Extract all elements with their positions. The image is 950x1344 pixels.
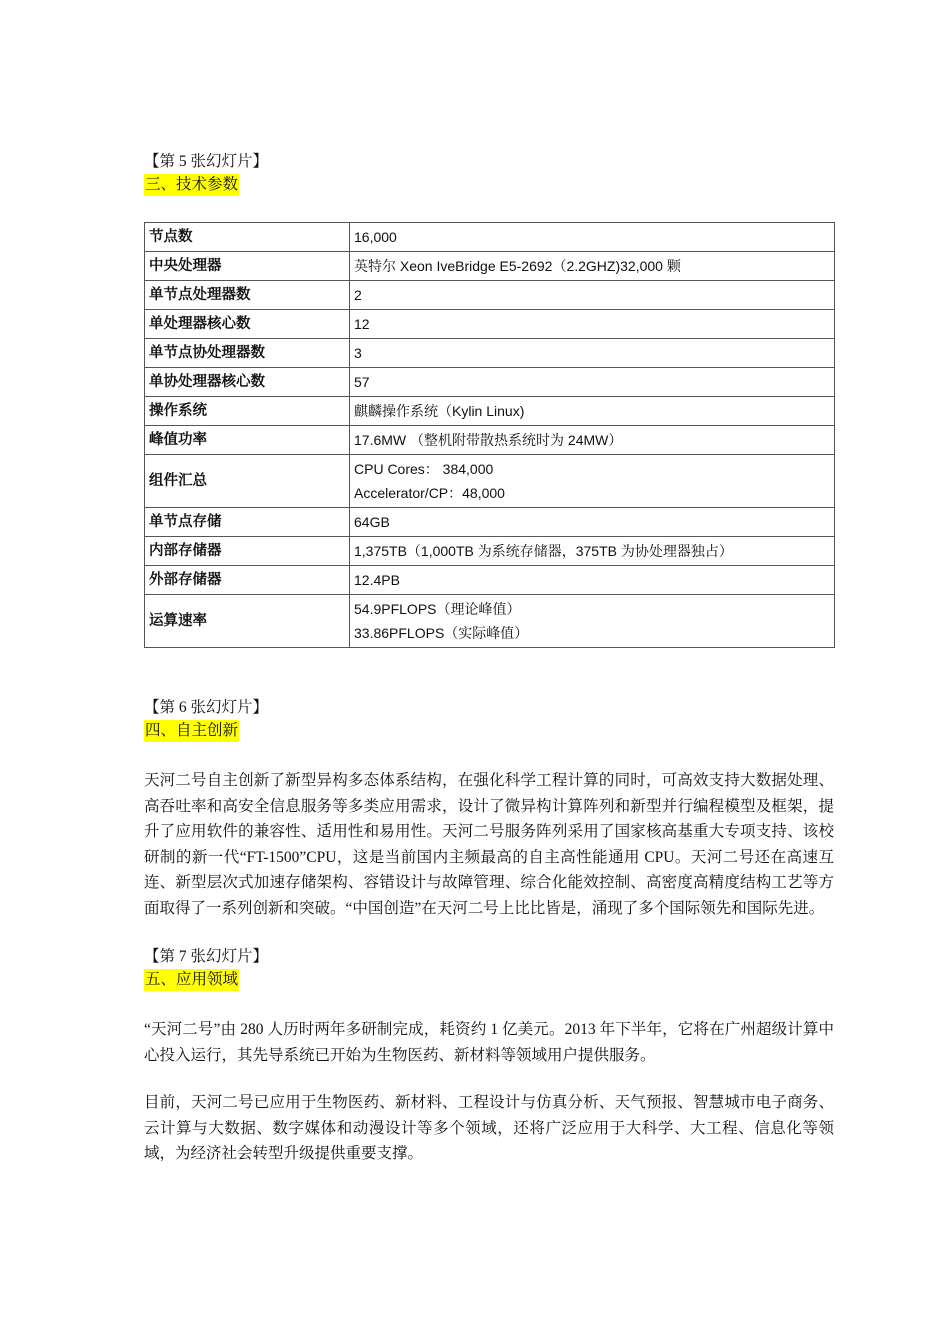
table-row — [145, 252, 835, 281]
table-row — [145, 310, 835, 339]
param-value-line: 64GB — [354, 514, 390, 530]
slide-6-title-wrap — [144, 720, 834, 746]
param-value-line: 33.86PFLOPS（实际峰值） — [354, 625, 529, 641]
param-value-line: 16,000 — [354, 229, 397, 245]
table-row — [145, 566, 835, 595]
slide-5-label: 【第 5 张幻灯片】 — [144, 153, 269, 170]
param-value — [350, 508, 835, 537]
param-value-line: 17.6MW （整机附带散热系统时为 24MW） — [354, 432, 623, 448]
param-name: 操作系统 — [145, 397, 350, 426]
table-row — [145, 595, 835, 648]
table-row — [145, 223, 835, 252]
table-row — [145, 537, 835, 566]
slide-7-title-wrap — [144, 969, 834, 995]
param-value — [350, 252, 835, 281]
param-name: 中央处理器 — [145, 252, 350, 281]
slide-5-title: 三、技术参数 — [144, 174, 239, 196]
param-value — [350, 368, 835, 397]
param-name: 单协处理器核心数 — [145, 368, 350, 397]
document-page — [144, 150, 834, 1167]
param-value-line: 麒麟操作系统（Kylin Linux) — [354, 403, 525, 419]
param-value — [350, 339, 835, 368]
param-value-line: 2 — [354, 287, 362, 303]
param-name: 运算速率 — [145, 595, 350, 648]
param-value-line: 57 — [354, 374, 370, 390]
param-value-line: 英特尔 Xeon IveBridge E5-2692（2.2GHZ)32,000 颗 — [354, 258, 681, 274]
param-value-line: 1,375TB（1,000TB 为系统存储器，375TB 为协处理器独占） — [354, 543, 733, 559]
slide-6-label: 【第 6 张幻灯片】 — [144, 699, 269, 716]
param-value-line: Accelerator/CP：48,000 — [354, 485, 505, 501]
param-value-line: 54.9PFLOPS（理论峰值） — [354, 601, 521, 617]
table-row — [145, 281, 835, 310]
table-row — [145, 455, 835, 508]
param-value — [350, 595, 835, 648]
param-value-line: CPU Cores： 384,000 — [354, 461, 494, 477]
param-value — [350, 537, 835, 566]
table-row — [145, 368, 835, 397]
param-name: 内部存储器 — [145, 537, 350, 566]
param-name: 外部存储器 — [145, 566, 350, 595]
param-name: 峰值功率 — [145, 426, 350, 455]
param-name: 单节点处理器数 — [145, 281, 350, 310]
slide-6-title: 四、自主创新 — [144, 720, 239, 742]
param-name: 单处理器核心数 — [145, 310, 350, 339]
param-value — [350, 310, 835, 339]
param-value-line: 12.4PB — [354, 572, 400, 588]
slide-7-paragraph-1: “天河二号”由 280 人历时两年多研制完成，耗资约 1 亿美元。2013 年下半年，它将在广州超级计算中心投入运行，其先导系统已开始为生物医药、新材料等领域用户提供服务。 — [144, 1021, 834, 1064]
param-name: 节点数 — [145, 223, 350, 252]
param-value-line: 12 — [354, 316, 370, 332]
param-value — [350, 397, 835, 426]
param-value — [350, 281, 835, 310]
table-row — [145, 339, 835, 368]
param-value — [350, 566, 835, 595]
table-row — [145, 508, 835, 537]
table-row — [145, 426, 835, 455]
param-value-line: 3 — [354, 345, 362, 361]
slide-7-title: 五、应用领域 — [144, 969, 239, 991]
tech-params-table — [144, 222, 835, 648]
param-name: 组件汇总 — [145, 455, 350, 508]
table-row — [145, 397, 835, 426]
param-name: 单节点协处理器数 — [145, 339, 350, 368]
slide-7-label: 【第 7 张幻灯片】 — [144, 948, 269, 965]
slide-7-paragraph-2: 目前，天河二号已应用于生物医药、新材料、工程设计与仿真分析、天气预报、智慧城市电子商务、云计算与大数据、数字媒体和动漫设计等多个领域，还将广泛应用于大科学、大工程、信息化等领域，为经济社会转型升级提供重要支撑。 — [144, 1094, 834, 1162]
param-value — [350, 455, 835, 508]
slide-5-title-wrap — [144, 174, 834, 200]
param-value — [350, 223, 835, 252]
param-value — [350, 426, 835, 455]
slide-6-paragraph: 天河二号自主创新了新型异构多态体系结构，在强化科学工程计算的同时，可高效支持大数据处理、高吞吐率和高安全信息服务等多类应用需求，设计了微异构计算阵列和新型并行编程模型及框架，提升了应用软件的兼容性、适用性和易用性。天河二号服务阵列采用了国家核高基重大专项支持、该校研制的新一代“FT-1500”CPU，这是当前国内主频最高的自主高性能通用 CPU。天河二号还在高速互连、新型层次式加速存储架构、容错设计与故障管理、综合化能效控制、高密度高精度结构工艺等方面取得了一系列创新和突破。“中国创造”在天河二号上比比皆是，涌现了多个国际领先和国际先进。 — [144, 772, 834, 917]
param-name: 单节点存储 — [145, 508, 350, 537]
